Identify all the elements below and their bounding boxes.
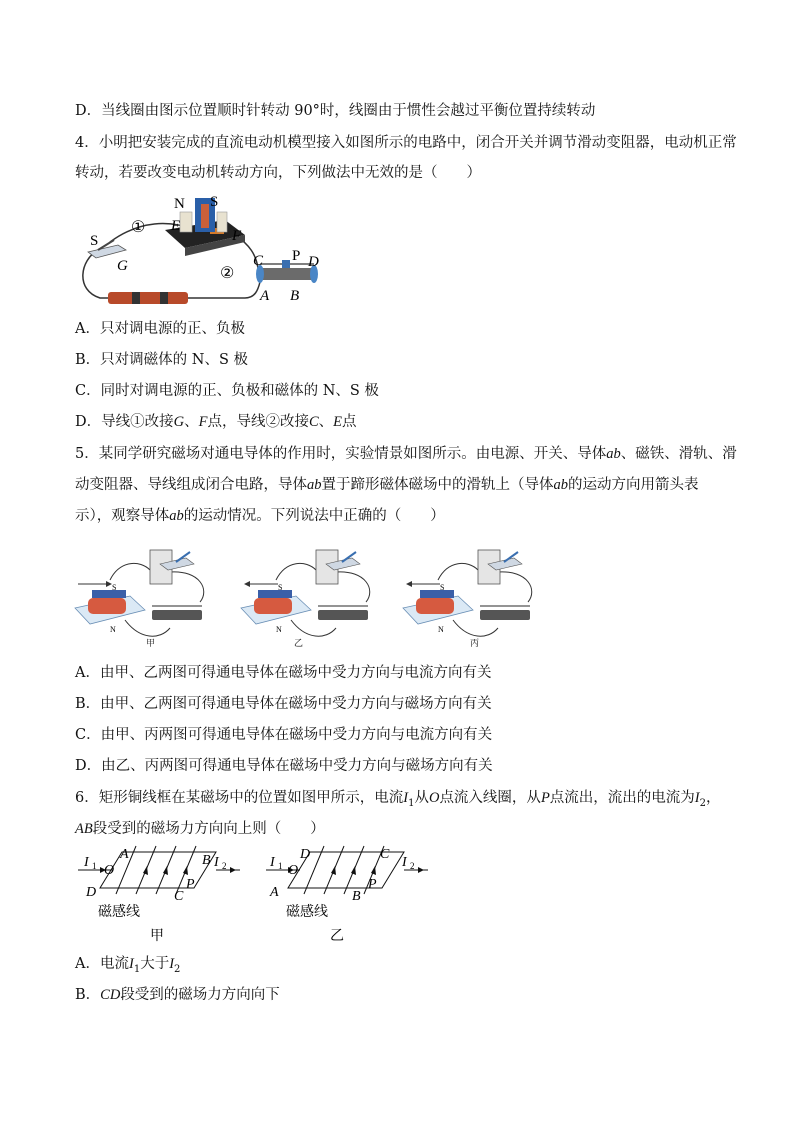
label-p: P [292,248,301,264]
q6-jia-i1-sub: 1 [92,861,97,871]
q6-stem-b: 从 [414,790,429,806]
q5-figure-bing [398,540,548,650]
q3-option-d: D．当线圈由图示位置顺时针转动 90°时，线圈由于惯性会越过平衡位置持续转动 [75,103,596,119]
q6-stem-sub1: 1 [408,797,415,809]
q6-jia-c: C [174,889,184,904]
label-s-magnet: S [210,194,219,210]
q5-figure-yi [236,540,386,650]
q5-stem-line2-a: 动变阻器、导线组成闭合电路，导体 [75,477,307,493]
q6-stem-i1: I [403,790,409,806]
q6-jia-i1: I [84,855,89,870]
q6-option-a-sub2: 2 [174,963,181,975]
q6-yi-i1: I [270,855,275,870]
q6-option-a-sub1: 1 [133,963,141,975]
q6-stem-d: 点流出，流出的电流为 [549,790,695,806]
q6-jia-d: D [86,885,97,900]
q6-option-b [75,985,280,1005]
q5-caption-yi: 乙 [294,639,304,649]
q4-option-d-e: E [333,414,342,430]
q5-stem-line2-ab2: ab [553,477,568,493]
q5-jia-label-s: S [112,583,117,592]
q4-stem-line2: 转动，若要改变电动机转动方向，下列做法中无效的是（ ） [75,165,481,181]
q6-stem-line1 [75,788,721,814]
label-a: A [260,288,270,304]
q6-stem-line2-rest: 段受到的磁场力方向向上则（ ） [92,821,325,837]
q6-option-a-prefix: A．电流 [75,956,129,972]
q5-stem-line3-b: 的运动情况。下列说法中正确的（ ） [183,508,445,524]
q6-figure-yi [258,844,448,949]
q5-stem-line3 [75,506,445,526]
q6-figure-jia [70,844,260,949]
q6-jia-i2-sub: 2 [222,861,227,871]
label-d: D [308,254,319,270]
q6-option-a [75,954,180,980]
q6-option-a-i2: I [169,956,175,972]
q5-stem-line2-b: 置于蹄形磁体磁场中的滑轨上（导体 [321,477,554,493]
q5-option-b: B．由甲、乙两图可得通电导体在磁场中受力方向与磁场方向有关 [75,696,492,712]
q6-yi-c: C [380,847,390,862]
q5-bing-label-s: S [440,583,445,592]
q5-figure-jia [70,540,220,650]
q6-yi-i1-sub: 1 [278,861,283,871]
q6-yi-b: B [352,889,361,904]
q4-stem-line1: 4．小明把安装完成的直流电动机模型接入如图所示的电路中，闭合开关并调节滑动变阻器，电动机正常 [75,135,737,151]
q6-yi-i2-sub: 2 [410,861,415,871]
q4-option-b: B．只对调磁体的 N、S 极 [75,352,248,368]
q5-jia-label-n: N [110,625,116,634]
label-g: G [117,258,128,274]
q6-yi-o: O [288,863,299,878]
q6-yi-field-label: 磁感线 [286,905,328,920]
q5-stem-line3-a: 示），观察导体 [75,508,170,524]
q5-stem-line3-ab: ab [169,508,184,524]
q6-stem-a: 6．矩形铜线框在某磁场中的位置如图甲所示，电流 [75,790,404,806]
label-e: E [171,218,181,234]
q6-jia-field-label: 磁感线 [98,905,140,920]
q4-option-d-mid: 点，导线②改接 [207,414,309,430]
q6-yi-p: P [368,877,377,892]
q5-stem-line2-ab: ab [307,477,322,493]
label-f: F [232,228,242,244]
q4-option-c: C．同时对调电源的正、负极和磁体的 N、S 极 [75,383,379,399]
q5-option-c: C．由甲、丙两图可得通电导体在磁场中受力方向与电流方向有关 [75,727,493,743]
battery-icon [108,292,188,304]
q6-jia-i2: I [214,855,219,870]
q5-option-a: A．由甲、乙两图可得通电导体在磁场中受力方向与电流方向有关 [75,665,492,681]
q4-option-d-g: G [173,414,185,430]
q5-caption-jia: 甲 [146,639,156,649]
label-s-switch: S [90,233,99,249]
q5-yi-label-n: N [276,625,282,634]
q6-stem-i2: I [694,790,700,806]
q6-jia-b: B [202,853,211,868]
q5-stem-line2 [75,475,699,495]
q5-option-d: D．由乙、丙两图可得通电导体在磁场中受力方向与磁场方向有关 [75,758,493,774]
q6-yi-d: D [300,847,311,862]
label-b: B [290,288,300,304]
q6-option-a-mid: 大于 [140,956,170,972]
q5-caption-bing: 丙 [470,639,480,649]
q5-stem-line1-a: 5．某同学研究磁场对通电导体的作用时，实验情景如图所示。由电源、开关、导体 [75,446,607,462]
q6-jia-p: P [186,877,195,892]
q4-option-d-sep1: 、 [184,414,199,430]
q6-stem-p: P [540,790,550,806]
q6-stem-o: O [428,790,440,806]
label-wire1: ① [131,219,146,236]
q6-stem-e: ， [706,790,721,806]
q4-option-d-sep2: 、 [318,414,334,430]
q6-yi-caption: 乙 [330,929,344,944]
q6-yi-i2: I [402,855,407,870]
q5-stem-line1-ab: ab [606,446,621,462]
q6-jia-a: A [120,847,129,862]
q4-option-d-c: C [308,414,319,430]
q6-option-b-rest: 段受到的磁场力方向向下 [120,987,280,1003]
label-n: N [174,196,185,212]
q6-option-a-i1: I [128,956,134,972]
label-wire2: ② [220,265,235,282]
label-c: C [253,253,264,269]
q6-yi-a: A [270,885,279,900]
q4-option-d [75,412,357,432]
q5-stem-line1 [75,444,737,464]
q6-jia-caption: 甲 [150,929,164,944]
q4-option-d-prefix: D．导线①改接 [75,414,174,430]
q5-yi-label-s: S [278,583,283,592]
q6-option-b-prefix: B． [75,987,101,1003]
q5-stem-line2-c: 的运动方向用箭头表 [568,477,699,493]
q5-bing-label-n: N [438,625,444,634]
q6-stem-line2 [75,819,325,839]
q4-option-d-end: 点 [342,414,357,430]
q6-jia-o: O [104,863,115,878]
q6-option-b-cd: CD [100,987,121,1003]
q4-option-d-f: F [198,414,208,430]
q6-stem-ab: AB [75,821,93,837]
q6-stem-c: 点流入线圈，从 [439,790,541,806]
q6-stem-sub2: 2 [699,797,707,809]
q4-motor-circuit-figure [70,190,330,315]
q5-stem-line1-b: 、磁铁、滑轨、滑 [620,446,737,462]
q4-option-a: A．只对调电源的正、负极 [75,321,245,337]
